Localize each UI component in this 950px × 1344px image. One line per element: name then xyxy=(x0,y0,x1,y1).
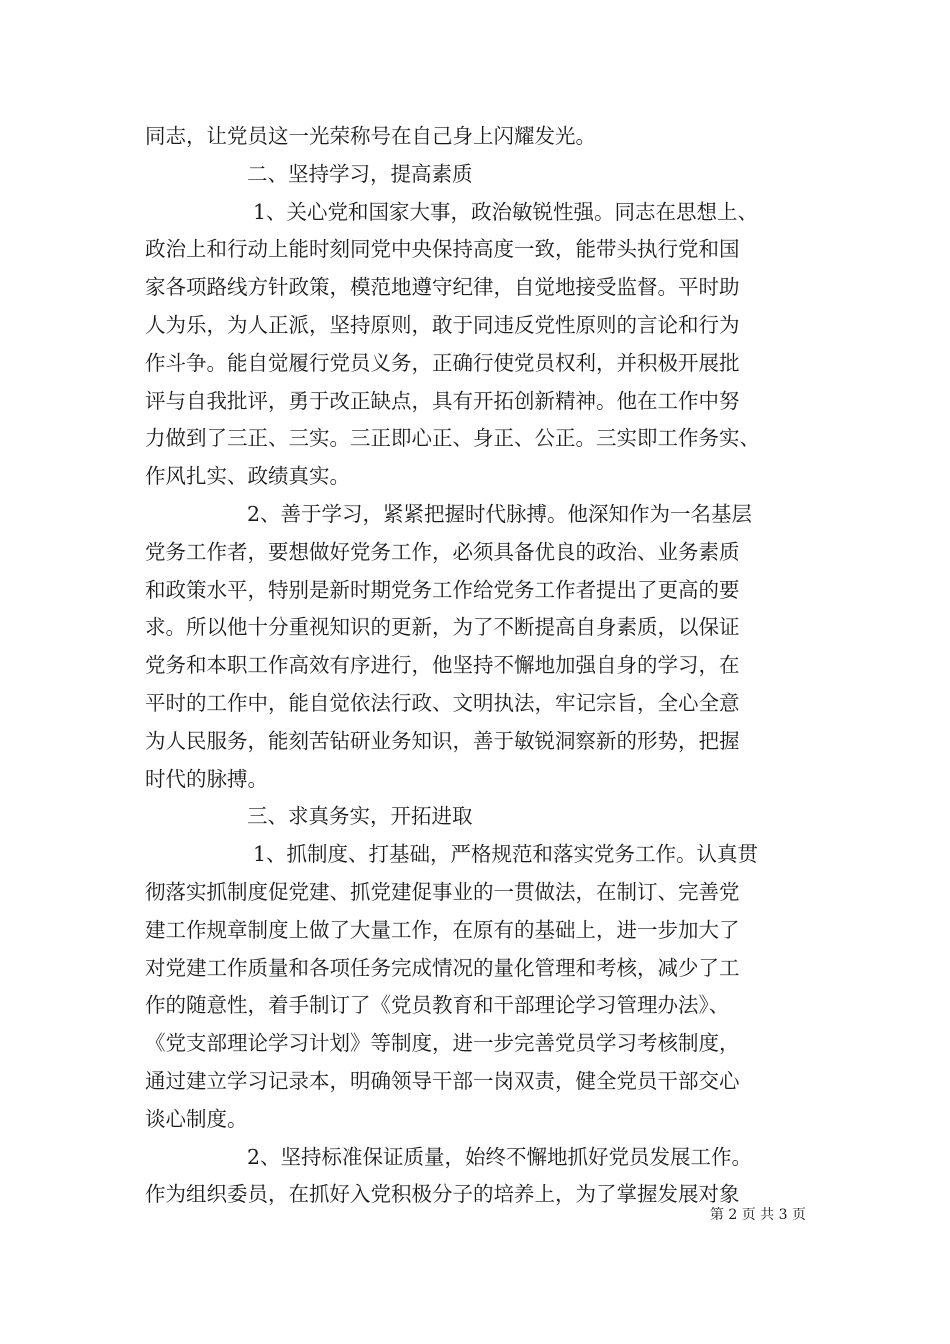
text-line: 党务工作者，要想做好党务工作，必须具备优良的政治、业务素质 xyxy=(145,539,740,564)
text-line: 作的随意性，着手制订了《党员教育和干部理论学习管理办法》、 xyxy=(145,993,730,1018)
text-line: 作斗争。能自觉履行党员义务，正确行使党员权利，并积极开展批 xyxy=(145,350,740,375)
paragraph-first-line: 2、坚持标准保证质量，始终不懈地抓好党员发展工作。 xyxy=(247,1144,753,1169)
text-line: 党务和本职工作高效有序进行，他坚持不懈地加强自身的学习，在 xyxy=(145,653,740,678)
text-line: 评与自我批评，勇于改正缺点，具有开拓创新精神。他在工作中努 xyxy=(145,388,740,413)
paragraph-first-line: 1、关心党和国家大事，政治敏锐性强。同志在思想上、 xyxy=(253,199,759,224)
text-line: 政治上和行动上能时刻同党中央保持高度一致，能带头执行党和国 xyxy=(145,237,740,262)
paragraph-first-line: 1、抓制度、打基础，严格规范和落实党务工作。认真贯 xyxy=(253,842,759,867)
section-heading: 三、求真务实，开拓进取 xyxy=(247,804,473,829)
text-line: 对党建工作质量和各项任务完成情况的量化管理和考核，减少了工 xyxy=(145,955,740,980)
text-line: 彻落实抓制度促党建、抓党建促事业的一贯做法，在制订、完善党 xyxy=(145,879,740,904)
text-line: 人为乐，为人正派，坚持原则，敢于同违反党性原则的言论和行为 xyxy=(145,312,740,337)
text-line: 《党支部理论学习计划》等制度，进一步完善党员学习考核制度， xyxy=(145,1031,740,1056)
text-line: 家各项路线方针政策，模范地遵守纪律，自觉地接受监督。平时助 xyxy=(145,275,740,300)
text-line: 建工作规章制度上做了大量工作，在原有的基础上，进一步加大了 xyxy=(145,917,740,942)
text-line: 和政策水平，特别是新时期党务工作给党务工作者提出了更高的要 xyxy=(145,577,740,602)
text-line: 为人民服务，能刻苦钻研业务知识，善于敏锐洞察新的形势，把握 xyxy=(145,728,740,753)
text-line: 同志，让党员这一光荣称号在自己身上闪耀发光。 xyxy=(145,124,596,148)
text-line: 时代的脉搏。 xyxy=(145,766,268,791)
text-line: 力做到了三正、三实。三正即心正、身正、公正。三实即工作务实、 xyxy=(145,426,760,451)
paragraph-first-line: 2、善于学习，紧紧把握时代脉搏。他深知作为一名基层 xyxy=(247,501,753,526)
text-line: 平时的工作中，能自觉依法行政、文明执法，牢记宗旨，全心全意 xyxy=(145,690,740,715)
text-line: 谈心制度。 xyxy=(145,1106,248,1131)
section-heading: 二、坚持学习，提高素质 xyxy=(247,161,473,186)
text-line: 作为组织委员，在抓好入党积极分子的培养上，为了掌握发展对象 xyxy=(145,1182,740,1207)
text-line: 求。所以他十分重视知识的更新，为了不断提高自身素质，以保证 xyxy=(145,615,740,640)
page-number-footer: 第 2 页 共 3 页 xyxy=(709,1207,806,1223)
document-body xyxy=(145,118,805,1214)
text-line: 通过建立学习记录本，明确领导干部一岗双责，健全党员干部交心 xyxy=(145,1068,740,1093)
text-line: 作风扎实、政绩真实。 xyxy=(145,464,350,489)
